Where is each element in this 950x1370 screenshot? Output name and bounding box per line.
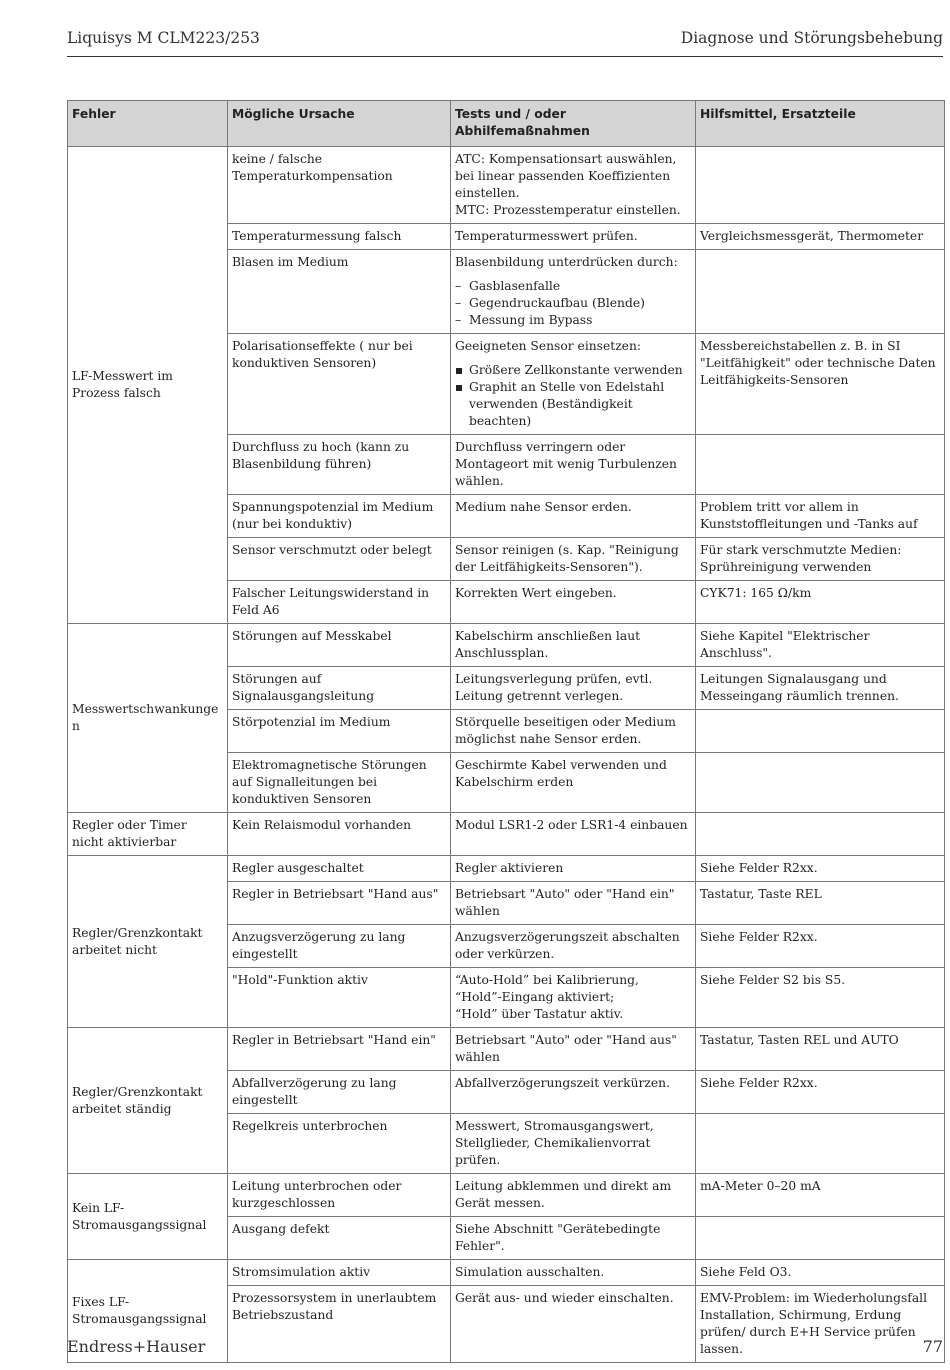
hilfsmittel-cell: Siehe Felder R2xx. (696, 925, 945, 968)
hilfsmittel-cell: Leitungen Signalausgang und Messeingang räumlich trennen. (696, 667, 945, 710)
ursache-cell: Polarisationseffekte ( nur bei konduktiven Sensoren) (228, 334, 451, 435)
hilfsmittel-cell: Für stark verschmutzte Medien: Sprühreinigung verwenden (696, 538, 945, 581)
tests-line: Korrekten Wert eingeben. (455, 586, 617, 600)
tests-cell (451, 925, 696, 968)
tests-line: Abfallverzögerungszeit verkürzen. (455, 1076, 671, 1090)
tests-cell (451, 1174, 696, 1217)
ursache-cell: Sensor verschmutzt oder belegt (228, 538, 451, 581)
hilfsmittel-cell (696, 147, 945, 224)
hilfsmittel-cell (696, 710, 945, 753)
tests-line: Modul LSR1-2 oder LSR1-4 einbauen (455, 818, 688, 832)
ursache-cell: keine / falsche Temperaturkompensation (228, 147, 451, 224)
tests-line: “Hold”-Eingang aktiviert; (455, 990, 615, 1004)
tests-cell (451, 1217, 696, 1260)
tests-cell (451, 224, 696, 250)
tests-cell (451, 968, 696, 1028)
tests-line: Regler aktivieren (455, 861, 564, 875)
tests-line: Anzugsverzögerungszeit abschalten oder verkürzen. (455, 930, 680, 961)
column-header: Hilfsmittel, Ersatzteile (696, 101, 945, 147)
tests-cell (451, 882, 696, 925)
footer-brand: Endress+Hauser (67, 1337, 206, 1356)
tests-line: Leitungsverlegung prüfen, evtl. Leitung getrennt verlegen. (455, 672, 653, 703)
hilfsmittel-cell: EMV-Problem: im Wiederholungsfall Installation, Schirmung, Erdung prüfen/ durch E+H Service prüfen lassen. (696, 1286, 945, 1363)
table-row (68, 856, 945, 882)
tests-cell (451, 1114, 696, 1174)
tests-line: ATC: Kompensationsart auswählen, bei linear passenden Koeffizienten einstellen. (455, 152, 677, 200)
hilfsmittel-cell: Siehe Felder R2xx. (696, 1071, 945, 1114)
tests-line: Kabelschirm anschließen laut Anschlussplan. (455, 629, 641, 660)
tests-line: Geeigneten Sensor einsetzen: (455, 339, 642, 353)
hilfsmittel-cell: Siehe Felder R2xx. (696, 856, 945, 882)
hilfsmittel-cell (696, 1114, 945, 1174)
tests-line: Betriebsart "Auto" oder "Hand aus" wählen (455, 1033, 677, 1064)
table-row (68, 624, 945, 667)
ursache-cell: Temperaturmessung falsch (228, 224, 451, 250)
ursache-cell: Kein Relaismodul vorhanden (228, 813, 451, 856)
table-row (68, 813, 945, 856)
ursache-cell: Durchfluss zu hoch (kann zu Blasenbildung führen) (228, 435, 451, 495)
dash-list (455, 278, 690, 329)
tests-cell (451, 753, 696, 813)
ursache-cell: Regler in Betriebsart "Hand aus" (228, 882, 451, 925)
hilfsmittel-cell: Siehe Kapitel "Elektrischer Anschluss". (696, 624, 945, 667)
tests-cell (451, 581, 696, 624)
tests-line: Geschirmte Kabel verwenden und Kabelschirm erden (455, 758, 667, 789)
tests-line: Durchfluss verringern oder Montageort mit wenig Turbulenzen wählen. (455, 440, 677, 488)
ursache-cell: Falscher Leitungswiderstand in Feld A6 (228, 581, 451, 624)
tests-line: Messwert, Stromausgangswert, Stellglieder, Chemikalienvorrat prüfen. (455, 1119, 654, 1167)
hilfsmittel-cell: mA-Meter 0–20 mA (696, 1174, 945, 1217)
fehler-cell: Kein LF-Stromausgangssignal (68, 1174, 228, 1260)
list-item: – Gegendruckaufbau (Blende) (455, 295, 690, 312)
bullet-list (455, 362, 690, 430)
tests-cell (451, 1028, 696, 1071)
tests-cell (451, 334, 696, 435)
ursache-cell: Störungen auf Signalausgangsleitung (228, 667, 451, 710)
ursache-cell: Blasen im Medium (228, 250, 451, 334)
hilfsmittel-cell: CYK71: 165 Ω/km (696, 581, 945, 624)
tests-cell (451, 435, 696, 495)
tests-cell (451, 667, 696, 710)
table-row (68, 1174, 945, 1217)
tests-line: Gerät aus- und wieder einschalten. (455, 1291, 674, 1305)
ursache-cell: Leitung unterbrochen oder kurzgeschlossen (228, 1174, 451, 1217)
hilfsmittel-cell (696, 813, 945, 856)
tests-cell (451, 624, 696, 667)
list-item: – Gasblasenfalle (455, 278, 690, 295)
tests-cell (451, 710, 696, 753)
fehler-cell: LF-Messwert im Prozess falsch (68, 147, 228, 624)
header-product-title: Liquisys M CLM223/253 (67, 29, 260, 47)
hilfsmittel-cell (696, 250, 945, 334)
tests-cell (451, 1260, 696, 1286)
page-header (67, 28, 943, 57)
ursache-cell: Störungen auf Messkabel (228, 624, 451, 667)
hilfsmittel-cell: Siehe Feld O3. (696, 1260, 945, 1286)
tests-cell (451, 538, 696, 581)
hilfsmittel-cell: Tastatur, Tasten REL und AUTO (696, 1028, 945, 1071)
fehler-cell: Regler oder Timer nicht aktivierbar (68, 813, 228, 856)
tests-cell (451, 1071, 696, 1114)
ursache-cell: Ausgang defekt (228, 1217, 451, 1260)
ursache-cell: Stromsimulation aktiv (228, 1260, 451, 1286)
page-number: 77 (922, 1337, 943, 1356)
tests-line: Sensor reinigen (s. Kap. "Reinigung der Leitfähigkeits-Sensoren"). (455, 543, 679, 574)
ursache-cell: Anzugsverzögerung zu lang eingestellt (228, 925, 451, 968)
hilfsmittel-cell (696, 435, 945, 495)
ursache-cell: "Hold"-Funktion aktiv (228, 968, 451, 1028)
tests-line: MTC: Prozesstemperatur einstellen. (455, 203, 681, 217)
tests-line: Siehe Abschnitt "Gerätebedingte Fehler". (455, 1222, 661, 1253)
ursache-cell: Prozessorsystem in unerlaubtem Betriebszustand (228, 1286, 451, 1363)
troubleshooting-table (67, 100, 945, 1363)
tests-line: Blasenbildung unterdrücken durch: (455, 255, 678, 269)
hilfsmittel-cell: Messbereichstabellen z. B. in SI "Leitfähigkeit" oder technische Daten Leitfähigkeits-Sensoren (696, 334, 945, 435)
list-item: Graphit an Stelle von Edelstahl verwenden (Beständigkeit beachten) (455, 379, 690, 430)
fehler-cell: Regler/Grenzkontakt arbeitet ständig (68, 1028, 228, 1174)
tests-cell (451, 250, 696, 334)
tests-line: Betriebsart "Auto" oder "Hand ein" wählen (455, 887, 675, 918)
tests-cell (451, 147, 696, 224)
list-item: – Messung im Bypass (455, 312, 690, 329)
hilfsmittel-cell: Siehe Felder S2 bis S5. (696, 968, 945, 1028)
ursache-cell: Regler in Betriebsart "Hand ein" (228, 1028, 451, 1071)
tests-line: “Hold” über Tastatur aktiv. (455, 1007, 624, 1021)
list-item: Größere Zellkonstante verwenden (455, 362, 690, 379)
tests-line: Simulation ausschalten. (455, 1265, 605, 1279)
table-row (68, 147, 945, 224)
tests-line: Leitung abklemmen und direkt am Gerät messen. (455, 1179, 672, 1210)
column-header: Tests und / oder Abhilfemaßnahmen (451, 101, 696, 147)
header-section-title: Diagnose und Störungsbehebung (680, 29, 943, 47)
ursache-cell: Regler ausgeschaltet (228, 856, 451, 882)
table-row (68, 1260, 945, 1286)
column-header: Fehler (68, 101, 228, 147)
tests-line: Medium nahe Sensor erden. (455, 500, 632, 514)
fehler-cell: Messwertschwankungen (68, 624, 228, 813)
fehler-cell: Regler/Grenzkontakt arbeitet nicht (68, 856, 228, 1028)
tests-line: Temperaturmesswert prüfen. (455, 229, 638, 243)
table-row (68, 1028, 945, 1071)
hilfsmittel-cell: Problem tritt vor allem in Kunststoffleitungen und -Tanks auf (696, 495, 945, 538)
tests-cell (451, 495, 696, 538)
hilfsmittel-cell (696, 753, 945, 813)
hilfsmittel-cell: Vergleichsmessgerät, Thermometer (696, 224, 945, 250)
ursache-cell: Störpotenzial im Medium (228, 710, 451, 753)
ursache-cell: Spannungspotenzial im Medium (nur bei konduktiv) (228, 495, 451, 538)
column-header: Mögliche Ursache (228, 101, 451, 147)
fehler-cell: Fixes LF-Stromausgangssignal (68, 1260, 228, 1363)
page-footer (67, 1337, 943, 1356)
table-body (68, 147, 945, 1363)
tests-cell (451, 813, 696, 856)
tests-line: Störquelle beseitigen oder Medium möglichst nahe Sensor erden. (455, 715, 676, 746)
hilfsmittel-cell (696, 1217, 945, 1260)
hilfsmittel-cell: Tastatur, Taste REL (696, 882, 945, 925)
tests-cell (451, 856, 696, 882)
tests-line: “Auto-Hold” bei Kalibrierung, (455, 973, 639, 987)
ursache-cell: Regelkreis unterbrochen (228, 1114, 451, 1174)
table-header-row (68, 101, 945, 147)
ursache-cell: Abfallverzögerung zu lang eingestellt (228, 1071, 451, 1114)
ursache-cell: Elektromagnetische Störungen auf Signalleitungen bei konduktiven Sensoren (228, 753, 451, 813)
